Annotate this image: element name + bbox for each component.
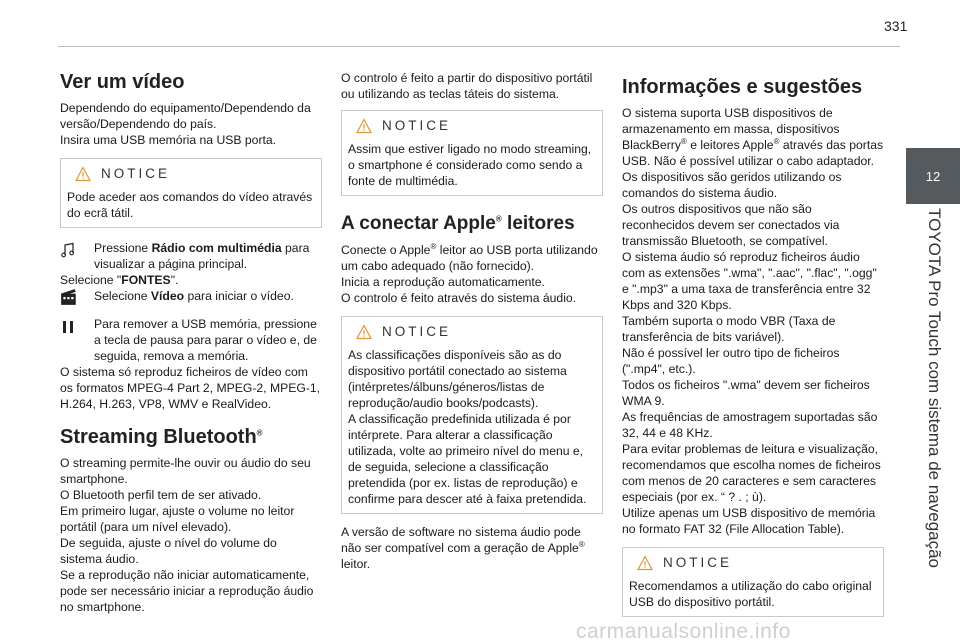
paragraph: De seguida, ajuste o nível do volume do sistema áudio. [60, 536, 277, 566]
notice-label: NOTICE [663, 555, 733, 570]
warning-triangle-icon [356, 118, 372, 134]
section-title-info: Informações e sugestões [622, 76, 863, 98]
ui-label-sources: FONTES [121, 273, 171, 287]
paragraph: A versão de software no sistema áudio pode não ser compatível com a geração de Apple® leitor. [341, 525, 585, 571]
paragraph: O sistema áudio só reproduz ficheiros áudio com as extensões ".wma", ".aac", ".flac", ".ogg" e ".mp3" a uma taxa de transferência entre 32 Kbps and 320 Kbps. [622, 250, 877, 312]
notice-text: Assim que estiver ligado no modo streaming, o smartphone é considerado como sendo a fonte de multimédia. [348, 142, 592, 188]
notice-box [341, 316, 603, 514]
paragraph: Os outros dispositivos que não são reconhecidos devem ser conectados via transmissão Bluetooth, se compatível. [622, 202, 840, 248]
notice-text: Recomendamos a utilização do cabo original USB do dispositivo portátil. [629, 579, 872, 609]
paragraph: Conecte o Apple® leitor ao USB porta utilizando um cabo adequado (não fornecido). [341, 241, 598, 273]
music-note-icon [60, 242, 76, 258]
paragraph: O controlo é feito a partir do dispositivo portátil ou utilizando as teclas táteis do sistema. [341, 71, 593, 101]
paragraph: Selecione "FONTES". [60, 273, 179, 287]
column-2 [341, 70, 603, 572]
notice-box [622, 547, 884, 617]
pause-icon [60, 319, 76, 335]
notice-box [341, 110, 603, 196]
notice-text: As classificações disponíveis são as do dispositivo portátil conectado ao sistema (intérpretes/álbuns/géneros/listas de reprodução/audio books/podcasts). [348, 348, 567, 410]
watermark: carmanualsonline.info [576, 620, 791, 643]
column-1 [60, 70, 322, 615]
notice-text: Pode aceder aos comandos do vídeo através do ecrã tátil. [67, 190, 313, 220]
film-clapper-icon [60, 288, 78, 306]
paragraph: Todos os ficheiros ".wma" devem ser ficheiros WMA 9. [622, 378, 870, 408]
paragraph: Utilize apenas um USB dispositivo de memória no formato FAT 32 (File Allocation Table). [622, 506, 876, 536]
warning-triangle-icon [637, 555, 653, 571]
column-3 [622, 70, 884, 617]
instruction-video: Selecione Vídeo para iniciar o vídeo. [60, 288, 322, 304]
paragraph: Para evitar problemas de leitura e visualização, recomendamos que escolha nomes de ficheiros com menos de 20 caracteres e sem caracteres especiais (por ex. “ ? . ; ù). [622, 442, 881, 504]
notice-label: NOTICE [101, 166, 171, 181]
section-title-video: Ver um vídeo [60, 71, 185, 93]
paragraph: Insira uma USB memória na USB porta. [60, 133, 277, 147]
notice-text: A classificação predefinida utilizada é por intérprete. Para alterar a classificação utilizada, volte ao primeiro nível do menu e, de seguida, selecione a classificação pretendida (por ex. listas de reprodução) e confirme para descer até à faixa pretendida. [348, 412, 587, 506]
ui-label-radio: Rádio com multimédia [151, 241, 282, 255]
top-rule [58, 46, 900, 47]
paragraph: O sistema só reproduz ficheiros de vídeo com os formatos MPEG-4 Part 2, MPEG-2, MPEG-1, H.264, H.263, VP8, WMV e RealVideo. [60, 365, 321, 411]
paragraph: Não é possível ler outro tipo de ficheiros (".mp4", etc.). [622, 346, 840, 376]
instruction-radio: Pressione Rádio com multimédia para visualizar a página principal. [60, 240, 322, 272]
paragraph: O controlo é feito através do sistema áudio. [341, 291, 577, 305]
paragraph: Dependendo do equipamento/Dependendo da versão/Dependendo do país. [60, 101, 311, 131]
paragraph: O sistema suporta USB dispositivos de armazenamento em massa, dispositivos BlackBerry® e leitores Apple® através das portas USB. Não é possível utilizar o cabo adaptador. [622, 106, 884, 168]
paragraph: O Bluetooth perfil tem de ser ativado. [60, 488, 262, 502]
section-title-apple: A conectar Apple® leitores [341, 213, 575, 234]
ui-label-video: Vídeo [150, 289, 185, 303]
instruction-pause: Para remover a USB memória, pressione a tecla de pausa para parar o vídeo e, de seguida, remova a memória. [60, 316, 322, 364]
notice-label: NOTICE [382, 118, 452, 133]
notice-label: NOTICE [382, 324, 452, 339]
chapter-tab[interactable]: 12 [906, 148, 960, 204]
paragraph: O streaming permite-lhe ouvir ou áudio do seu smartphone. [60, 456, 311, 486]
paragraph: As frequências de amostragem suportadas são 32, 44 e 48 KHz. [622, 410, 878, 440]
paragraph: Os dispositivos são geridos utilizando os comandos do sistema áudio. [622, 170, 842, 200]
section-title-bluetooth: Streaming Bluetooth® [60, 426, 263, 448]
paragraph: Inicia a reprodução automaticamente. [341, 275, 545, 289]
paragraph: Se a reprodução não iniciar automaticamente, pode ser necessário iniciar a reprodução áudio no smartphone. [60, 568, 314, 614]
page-number: 331 [884, 18, 908, 34]
warning-triangle-icon [75, 166, 91, 182]
notice-box [60, 158, 322, 228]
side-title: TOYOTA Pro Touch com sistema de navegação [925, 208, 944, 569]
paragraph: Em primeiro lugar, ajuste o volume no leitor portátil (para um nível elevado). [60, 504, 295, 534]
paragraph: Também suporta o modo VBR (Taxa de transferência de bits variável). [622, 314, 836, 344]
warning-triangle-icon [356, 324, 372, 340]
